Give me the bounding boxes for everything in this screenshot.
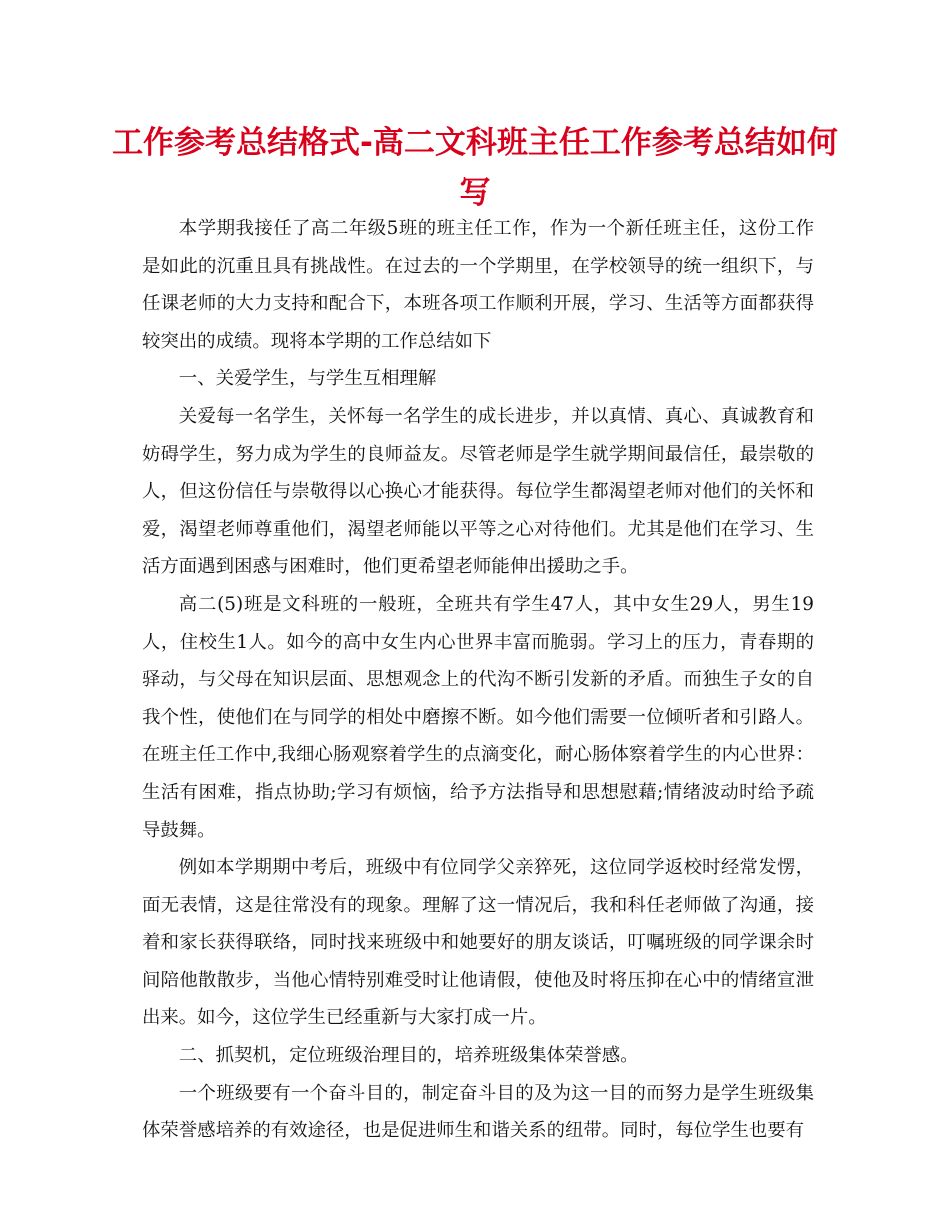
- document-title: 工作参考总结格式-高二文科班主任工作参考总结如何写: [112, 125, 838, 211]
- paragraph-goal: 一个班级要有一个奋斗目的，制定奋斗目的及为这一目的而努力是学生班级集体荣誉感培养的有效途径，也是促进师生和谐关系的纽带。同时，每位学生也要有: [142, 1082, 814, 1142]
- paragraph-intro: 本学期我接任了高二年级5班的班主任工作，作为一个新任班主任，这份工作是如此的沉重且具有挑战性。在过去的一个学期里，在学校领导的统一组织下，与任课老师的大力支持和配合下，本班各项工作顺利开展，学习、生活等方面都获得较突出的成绩。现将本学期的工作总结如下: [142, 218, 814, 352]
- paragraph-class-profile: 高二(5)班是文科班的一般班，全班共有学生47人，其中女生29人，男生19人，住校生1人。如今的高中女生内心世界丰富而脆弱。学习上的压力，青春期的驿动，与父母在知识层面、思想观念上的代沟不断引发新的矛盾。而独生子女的自我个性，使他们在与同学的相处中磨擦不断。如今他们需要一位倾听者和引路人。在班主任工作中,我细心肠观察着学生的点滴变化，耐心肠体察着学生的内心世界：生活有困难，指点协助;学习有烦恼，给予方法指导和思想慰藉;情绪波动时给予疏导鼓舞。: [142, 593, 814, 841]
- section-heading-1: 一、关爱学生，与学生互相理解: [178, 368, 437, 390]
- paragraph-example: 例如本学期期中考后，班级中有位同学父亲猝死，这位同学返校时经常发愣，面无表情，这是往常没有的现象。理解了这一情况后，我和科任老师做了沟通，接着和家长获得联络，同时找来班级中和她要好的朋友谈话，叮嘱班级的同学课余时间陪他散散步，当他心情特别难受时让他请假，使他及时将压抑在心中的情绪宣泄出来。如今，这位学生已经重新与大家打成一片。: [142, 857, 814, 1029]
- document-body: [142, 210, 814, 1150]
- section-heading-2: 二、抓契机，定位班级治理目的，培养班级集体荣誉感。: [178, 1045, 639, 1067]
- paragraph-care: 关爱每一名学生，关怀每一名学生的成长进步，并以真情、真心、真诚教育和妨碍学生，努力成为学生的良师益友。尽管老师是学生就学期间最信任，最崇敬的人，但这份信任与崇敬得以心换心才能获得。每位学生都渴望老师对他们的关怀和爱，渴望老师尊重他们，渴望老师能以平等之心对待他们。尤其是他们在学习、生活方面遇到困惑与困难时，他们更希望老师能伸出援助之手。: [142, 405, 814, 578]
